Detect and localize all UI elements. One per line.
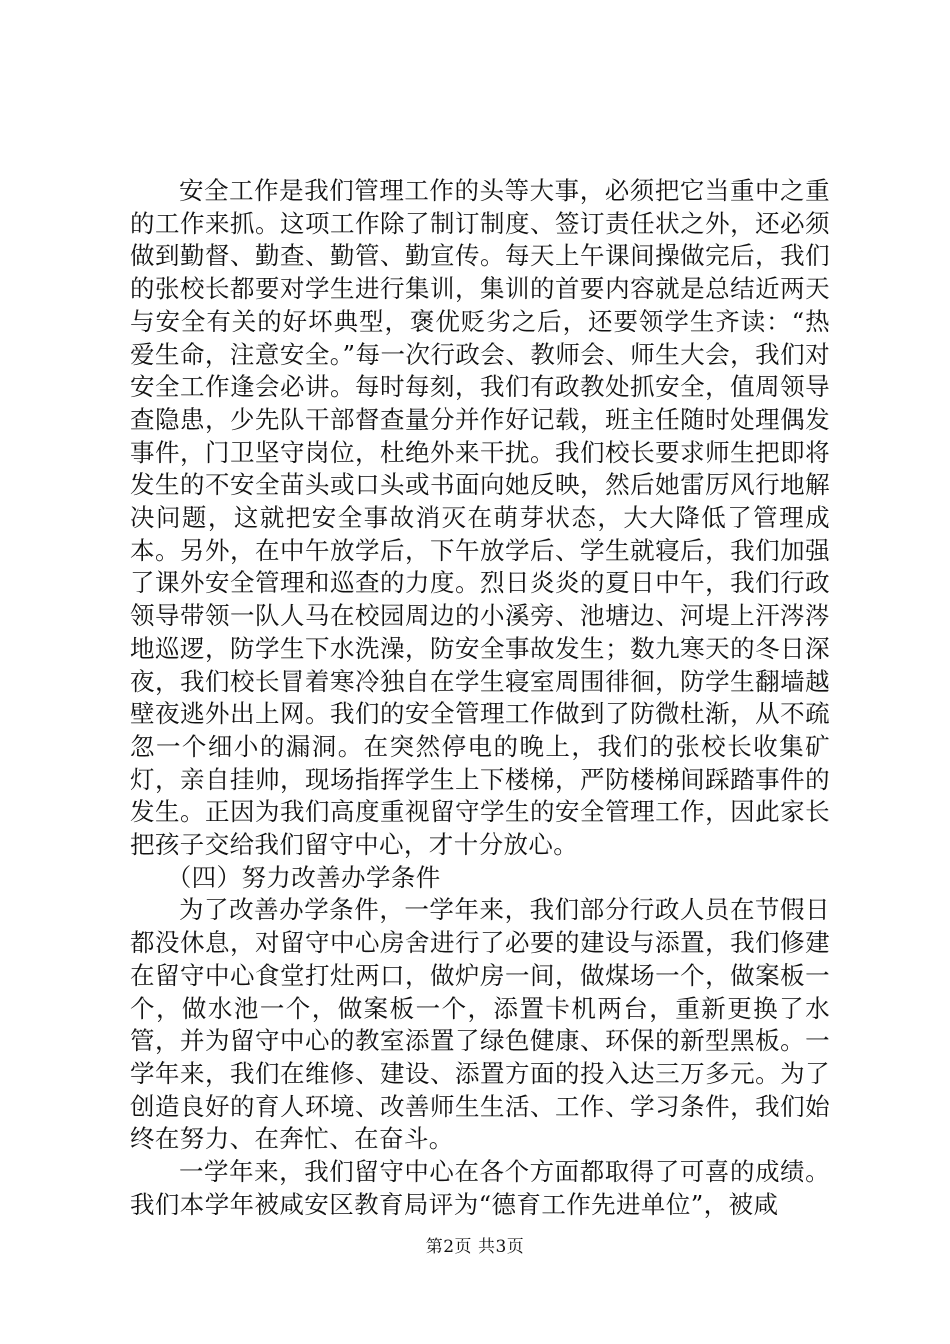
- section-heading-improve-conditions: （四）努力改善办学条件: [166, 862, 441, 892]
- paragraph-safety-management: 安全工作是我们管理工作的头等大事，必须把它当重中之重的工作来抓。这项工作除了制订制度、签订责任状之外，还必须做到勤督、勤查、勤管、勤宣传。每天上午课间操做完后，我们的张校长都要对学生进行集训，集训的首要内容就是总结近两天与安全有关的好坏典型，褒优贬劣之后，还要领学生齐读：“热爱生命，注意安全。”每一次行政会、教师会、师生大会，我们对安全工作逢会必讲。每时每刻，我们有政教处抓安全，值周领导查隐患，少先队干部督查量分并作好记载，班主任随时处理偶发事件，门卫坚守岗位，杜绝外来干扰。我们校长要求师生把即将发生的不安全苗头或口头或书面向她反映，然后她雷厉风行地解决问题，这就把安全事故消灭在萌芽状态，大大降低了管理成本。另外，在中午放学后，下午放学后、学生就寝后，我们加强了课外安全管理和巡查的力度。烈日炎炎的夏日中午，我们行政领导带领一队人马在校园周边的小溪旁、池塘边、河堤上汗涔涔地巡逻，防学生下水洗澡，防安全事故发生；数九寒天的冬日深夜，我们校长冒着寒冷独自在学生寝室周围徘徊，防学生翻墙越壁夜逃外出上网。我们的安全管理工作做到了防微杜渐，从不疏忽一个细小的漏洞。在突然停电的晚上，我们的张校长收集矿灯，亲自挂帅，现场指挥学生上下楼梯，严防楼梯间踩踏事件的发生。正因为我们高度重视留守学生的安全管理工作，因此家长把孩子交给我们留守中心，才十分放心。: [130, 176, 830, 860]
- paragraph-improve-conditions: 为了改善办学条件，一学年来，我们部分行政人员在节假日都没休息，对留守中心房舍进行了必要的建设与添置，我们修建在留守中心食堂打灶两口，做炉房一间，做煤场一个，做案板一个，做水池一个，做案板一个，添置卡机两台，重新更换了水管，并为留守中心的教室添置了绿色健康、环保的新型黑板。一学年来，我们在维修、建设、添置方面的投入达三万多元。为了创造良好的育人环境、改善师生生活、工作、学习条件，我们始终在努力、在奔忙、在奋斗。: [130, 895, 830, 1154]
- paragraph-achievements: 一学年来，我们留守中心在各个方面都取得了可喜的成绩。我们本学年被咸安区教育局评为“德育工作先进单位”，被咸: [130, 1157, 830, 1219]
- document-body: [130, 175, 830, 1222]
- page-footer: 第2页 共3页: [425, 1237, 525, 1257]
